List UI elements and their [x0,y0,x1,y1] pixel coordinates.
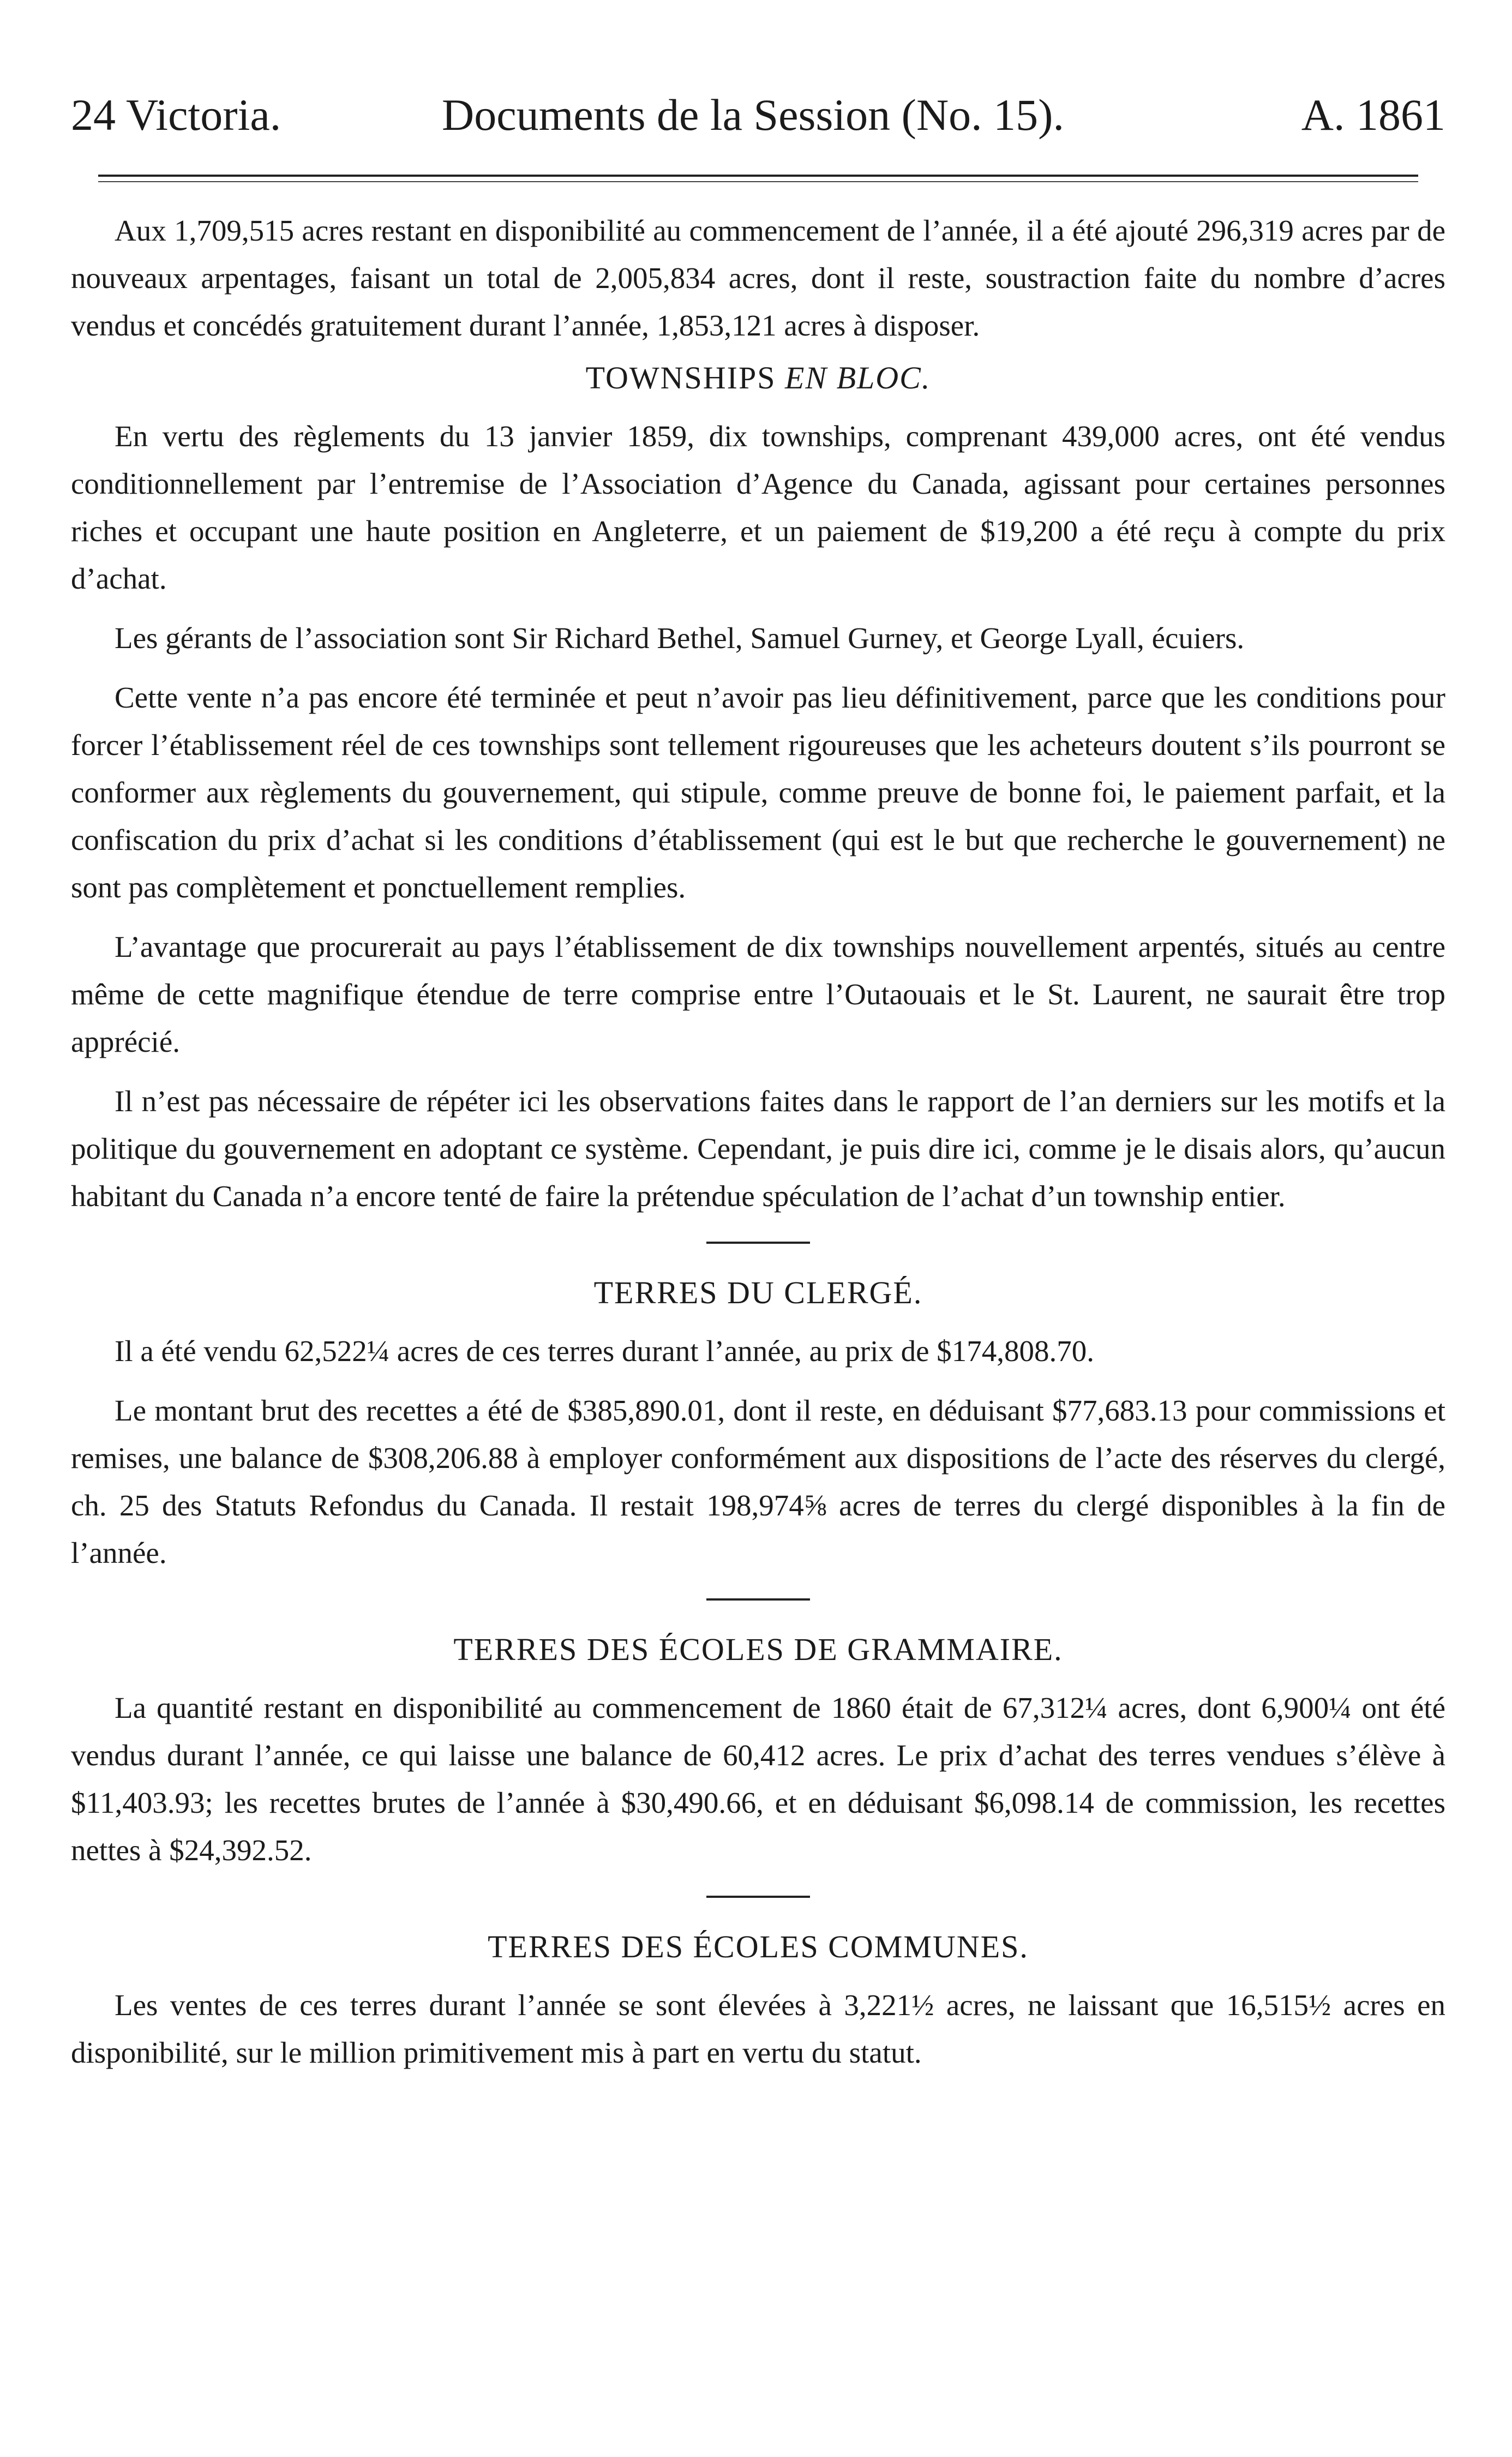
header-title: Documents de la Session (No. 15). [442,90,1064,140]
section-divider [706,1598,810,1601]
section-heading-common: TERRES DES ÉCOLES COMMUNES. [488,1929,1029,1964]
section-divider [706,1896,810,1898]
section-heading-clergy: TERRES DU CLERGÉ. [593,1275,923,1310]
common-paragraph: Les ventes de ces terres durant l’année se sont élevées à 3,221½ acres, ne laissant que 16,515½ acres en disponibilité, sur le million primitivement mis à part en vertu du statut. [71,1988,1445,2069]
clergy-paragraph: Le montant brut des recettes a été de $385,890.01, dont il reste, en déduisant $77,683.13 pour commissions et remises, une balance de $308,206.88 à employer conformément aux dispositions de l’acte des réserves du clergé, ch. 25 des Statuts Refondus du Canada. Il restait 198,974⅝ acres de terres du clergé disponibles à la fin de l’année. [71,1394,1445,1569]
grammar-paragraph: La quantité restant en disponibilité au commencement de 1860 était de 67,312¼ acres, dont 6,900¼ ont été vendus durant l’année, ce qui laisse une balance de 60,412 acres. Le prix d’achat des terres vendues s’élève à $11,403.93; les recettes brutes de l’année à $30,490.66, et en déduisant $6,098.14 de commission, les recettes nettes à $24,392.52. [71,1691,1445,1867]
section-heading-townships [71,353,1445,403]
townships-paragraph: En vertu des règlements du 13 janvier 1859, dix townships, comprenant 439,000 acres, ont été vendus conditionnellement par l’entremise de l’Association d’Agence du Canada, agissant pour certaines personnes riches et occupant une haute position en Angleterre, et un paiement de $19,200 a été reçu à compte du prix d’achat. [71,420,1445,595]
townships-heading-text: TOWNSHIPS [585,360,776,395]
section-heading-grammar: TERRES DES ÉCOLES DE GRAMMAIRE. [453,1632,1063,1667]
header-year: A. 1861 [1301,90,1445,140]
running-header [71,82,1445,153]
header-volume: 24 Victoria. [71,90,281,140]
townships-paragraph: Il n’est pas nécessaire de répéter ici les observations faites dans le rapport de l’an derniers sur les motifs et la politique du gouvernement en adoptant ce système. Cependant, je puis dire ici, comme je le disais alors, qu’aucun habitant du Canada n’a encore tenté de faire la prétendue spéculation de l’achat d’un township entier. [71,1084,1445,1213]
document-page [71,82,1445,2076]
clergy-paragraph: Il a été vendu 62,522¼ acres de ces terres durant l’année, au prix de $174,808.70. [115,1334,1095,1368]
townships-paragraph: Les gérants de l’association sont Sir Richard Bethel, Samuel Gurney, et George Lyall, écuiers. [115,621,1245,655]
townships-paragraph: L’avantage que procurerait au pays l’établissement de dix townships nouvellement arpentés, situés au centre même de cette magnifique étendue de terre comprise entre l’Outaouais et le St. Laurent, ne saurait être trop apprécié. [71,930,1445,1058]
townships-heading-italic: EN BLOC. [785,360,931,395]
intro-paragraph: Aux 1,709,515 acres restant en disponibilité au commencement de l’année, il a été ajouté 296,319 acres par de nouveaux arpentages, faisant un total de 2,005,834 acres, dont il reste, soustraction faite du nombre d’acres vendus et concédés gratuitement durant l’année, 1,853,121 acres à disposer. [71,214,1445,342]
header-rule [98,175,1418,182]
townships-paragraph: Cette vente n’a pas encore été terminée et peut n’avoir pas lieu définitivement, parce que les conditions pour forcer l’établissement réel de ces townships sont tellement rigoureuses que les acheteurs doutent s’ils pourront se conformer aux règlements du gouvernement, qui stipule, comme preuve de bonne foi, le paiement parfait, et la confiscation du prix d’achat si les conditions d’établissement (qui est le but que recherche le gouvernement) ne sont pas complètement et ponctuellement remplies. [71,681,1445,904]
section-divider [706,1242,810,1244]
